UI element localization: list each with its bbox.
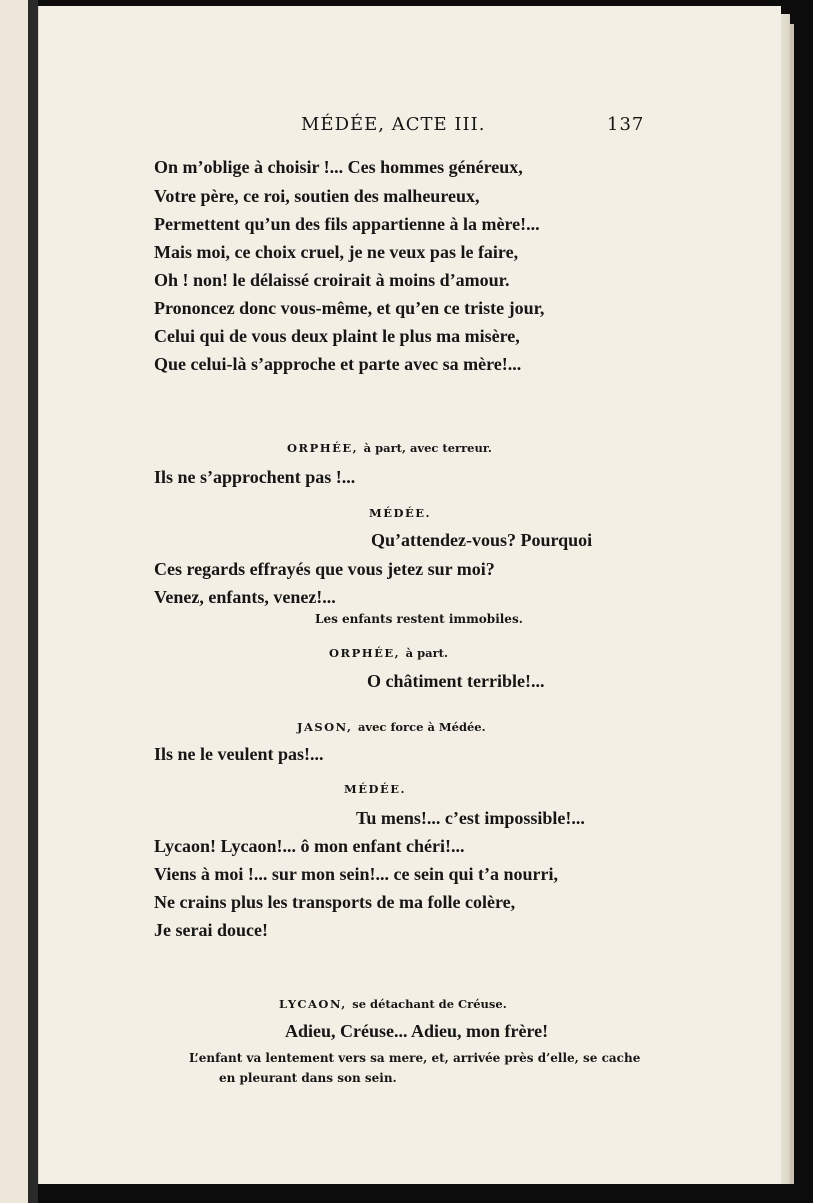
page-number: 137 [607,114,645,135]
verse-line: Permettent qu’un des fils appartienne à la mère!... [154,214,540,234]
verse-line: Ne crains plus les transports de ma folle colère, [154,892,516,912]
stage-direction: à part. [405,646,448,660]
verse-line: Ils ne le veulent pas!... [154,744,324,764]
verse-line: Ils ne s’approchent pas !... [154,467,356,487]
verse-line: Prononcez donc vous-même, et qu’en ce triste jour, [154,298,545,318]
verse-line: Tu mens!... c’est impossible!... [356,808,585,828]
verse-line: Adieu, Créuse... Adieu, mon frère! [285,1021,549,1041]
stage-direction: avec force à Médée. [357,720,486,734]
verse-line: Venez, enfants, venez!... [154,587,336,607]
verse-line: O châtiment terrible!... [367,671,545,691]
verse-line: Lycaon! Lycaon!... ô mon enfant chéri!... [154,836,465,856]
verse-line: Viens à moi !... sur mon sein!... ce sein qui t’a nourri, [154,864,559,884]
speaker-name: ORPHÉE, [329,646,401,660]
verse-line: Oh ! non! le délaissé croirait à moins d’amour. [154,270,510,290]
verse-line: Celui qui de vous deux plaint le plus ma misère, [154,326,520,346]
stage-direction: se détachant de Créuse. [352,997,507,1011]
verse-line: Mais moi, ce choix cruel, je ne veux pas le faire, [154,242,519,262]
left-page-edge [0,0,29,1203]
speaker-heading [329,646,448,660]
speaker-name: JASON, [297,720,353,734]
speaker-heading [279,997,507,1011]
book-page [38,6,781,1184]
speaker-heading [297,720,486,734]
verse-line: On m’oblige à choisir !... Ces hommes généreux, [154,157,523,177]
stage-direction: à part, avec terreur. [363,441,492,455]
verse-line: Je serai douce! [154,920,268,940]
stage-direction: Les enfants restent immobiles. [315,612,523,626]
speaker-heading: MÉDÉE. [344,782,407,796]
speaker-name: LYCAON, [279,997,347,1011]
running-title: MÉDÉE, ACTE III. [301,114,486,135]
verse-line: Votre père, ce roi, soutien des malheureux, [154,186,480,206]
page-stack-edge-shadow [790,24,794,1184]
verse-line: Ces regards effrayés que vous jetez sur moi? [154,559,495,579]
stage-direction: en pleurant dans son sein. [219,1071,397,1085]
stage-direction: L’enfant va lentement vers sa mere, et, arrivée près d’elle, se cache [189,1051,641,1065]
page-stack-edge [780,14,790,1184]
verse-line: Qu’attendez-vous? Pourquoi [371,530,593,550]
speaker-heading: MÉDÉE. [369,506,432,520]
speaker-name: ORPHÉE, [287,441,359,455]
speaker-heading [287,441,492,455]
book-spine [28,0,38,1203]
verse-line: Que celui-là s’approche et parte avec sa mère!... [154,354,522,374]
